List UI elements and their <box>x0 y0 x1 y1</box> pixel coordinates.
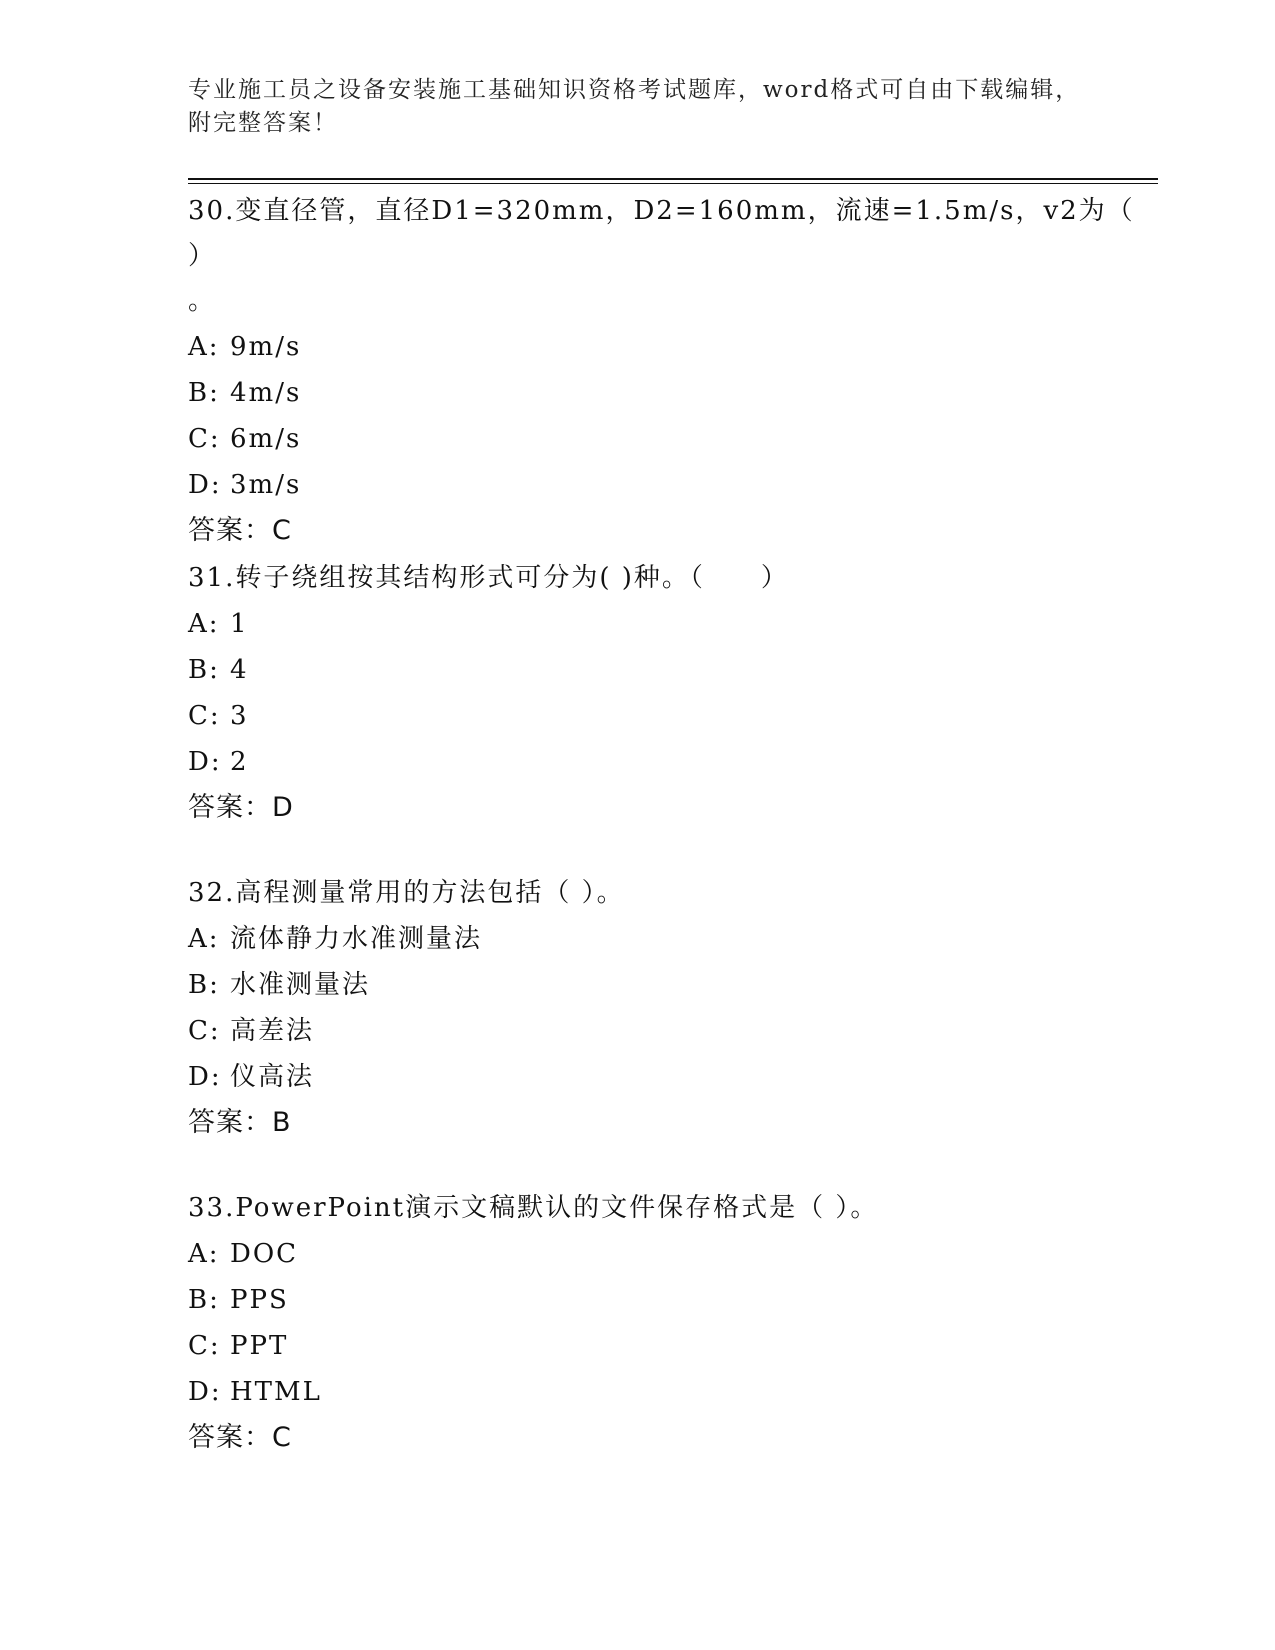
option-d <box>188 739 1148 785</box>
option-text: 4 <box>230 655 249 685</box>
option-text: HTML <box>230 1377 322 1407</box>
option-b <box>188 962 1148 1008</box>
answer-line: 答案：C <box>188 515 292 546</box>
option-c <box>188 416 1148 462</box>
option-text: 高差法 <box>230 1016 315 1046</box>
question-33 <box>188 1186 1148 1461</box>
question-stem: 30.变直径管，直径D1=320mm，D2=160mm，流速=1.5m/s，v2为（ ） <box>188 196 1135 271</box>
option-label: A: <box>188 924 220 954</box>
option-text: DOC <box>230 1239 299 1269</box>
question-30 <box>188 189 1148 554</box>
option-text: 仪高法 <box>230 1062 315 1092</box>
option-label: A: <box>188 1239 220 1269</box>
option-c <box>188 1323 1148 1369</box>
answer-line: 答案：B <box>188 1107 292 1138</box>
answer-line: 答案：C <box>188 1422 292 1453</box>
option-label: B: <box>188 378 220 408</box>
option-text: 3 <box>230 701 249 731</box>
option-label: D: <box>188 1062 222 1092</box>
option-text: 9m/s <box>230 332 302 362</box>
question-stem: 32.高程测量常用的方法包括（ ）。 <box>188 878 625 908</box>
option-text: 水准测量法 <box>230 970 371 1000</box>
option-text: 流体静力水准测量法 <box>230 924 483 954</box>
option-label: A: <box>188 332 220 362</box>
option-b <box>188 370 1148 416</box>
option-text: PPT <box>230 1331 289 1361</box>
question-31 <box>188 556 1148 831</box>
option-a <box>188 601 1148 647</box>
option-label: C: <box>188 424 221 454</box>
option-text: 3m/s <box>230 470 302 500</box>
option-label: B: <box>188 970 220 1000</box>
option-a <box>188 324 1148 370</box>
option-b <box>188 647 1148 693</box>
question-stem: 31.转子绕组按其结构形式可分为( )种。（ ） <box>188 563 789 593</box>
question-stem-continuation: 。 <box>188 286 217 316</box>
option-text: 4m/s <box>230 378 302 408</box>
option-text: PPS <box>230 1285 289 1315</box>
option-d <box>188 1369 1148 1415</box>
option-d <box>188 1054 1148 1100</box>
option-label: D: <box>188 1377 222 1407</box>
option-label: C: <box>188 701 221 731</box>
option-label: A: <box>188 609 220 639</box>
option-label: B: <box>188 655 220 685</box>
question-stem: 33.PowerPoint演示文稿默认的文件保存格式是（ ）。 <box>188 1193 879 1223</box>
document-header <box>188 74 1088 140</box>
option-b <box>188 1277 1148 1323</box>
option-a <box>188 916 1148 962</box>
option-d <box>188 462 1148 508</box>
header-line-1: 专业施工员之设备安装施工基础知识资格考试题库，word格式可自由下载编辑， <box>188 77 1081 103</box>
question-32 <box>188 871 1148 1146</box>
option-label: C: <box>188 1016 221 1046</box>
option-label: C: <box>188 1331 221 1361</box>
option-label: D: <box>188 747 222 777</box>
header-divider <box>188 178 1158 184</box>
option-text: 1 <box>230 609 249 639</box>
option-text: 6m/s <box>230 424 302 454</box>
option-a <box>188 1231 1148 1277</box>
option-text: 2 <box>230 747 249 777</box>
answer-line: 答案：D <box>188 792 294 823</box>
option-label: D: <box>188 470 222 500</box>
option-label: B: <box>188 1285 220 1315</box>
header-line-2: 附完整答案！ <box>188 110 338 136</box>
option-c <box>188 1008 1148 1054</box>
option-c <box>188 693 1148 739</box>
